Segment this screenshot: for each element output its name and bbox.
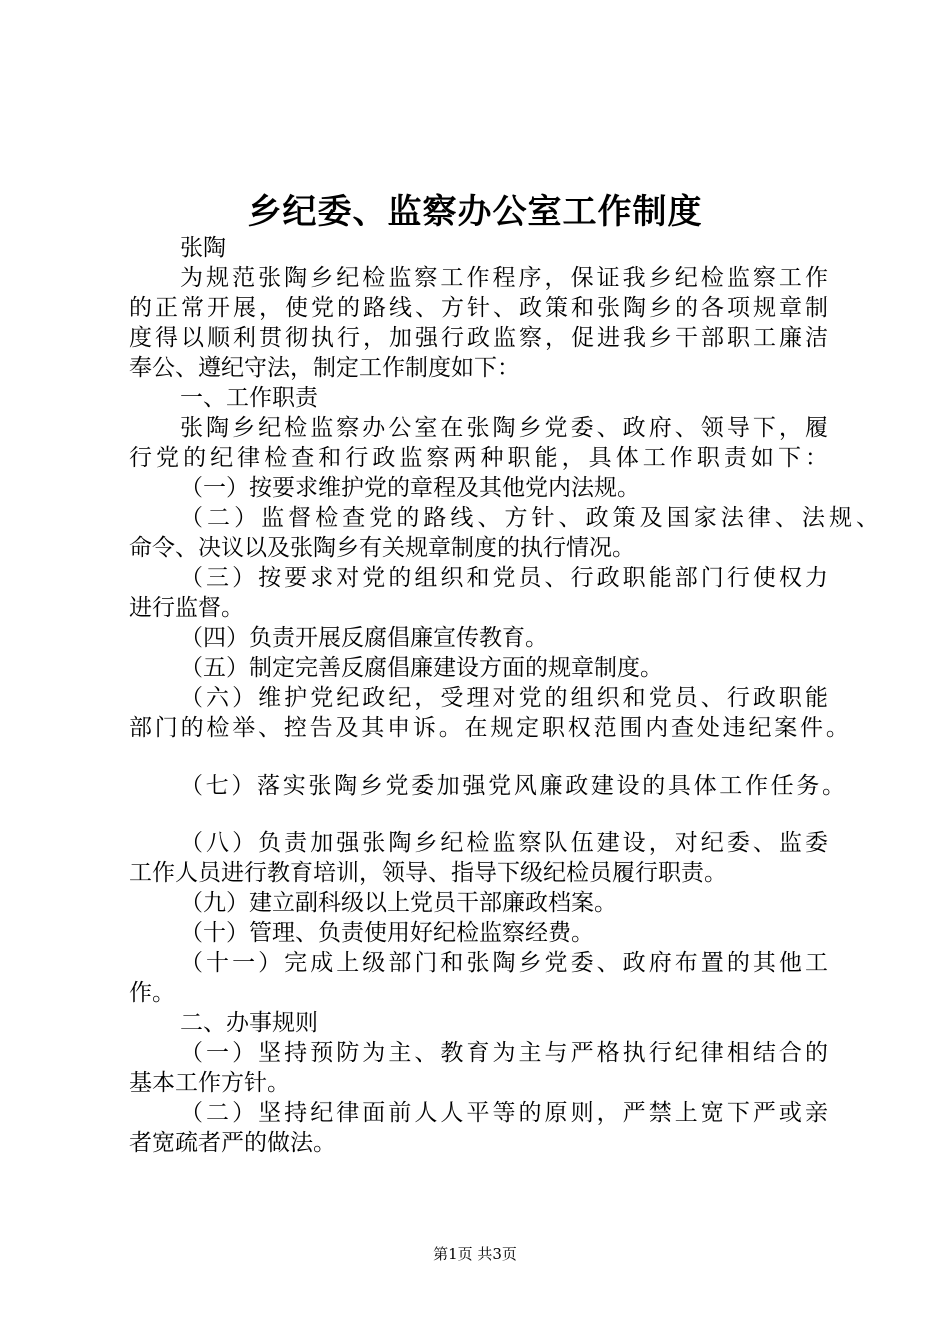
text-line: （十一）完成上级部门和张陶乡党委、政府布置的其他工 — [180, 950, 831, 976]
text-line: （五）制定完善反腐倡廉建设方面的规章制度。 — [180, 655, 663, 681]
text-line: （七）落实张陶乡党委加强党风廉政建设的具体工作任务。 — [180, 773, 848, 799]
page-footer: 第1页 共3页 — [433, 1245, 517, 1263]
text-line: （八）负责加强张陶乡纪检监察队伍建设，对纪委、监委 — [180, 830, 831, 856]
text-line: 的正常开展，使党的路线、方针、政策和张陶乡的各项规章制 — [129, 295, 831, 321]
text-line: 行党的纪律检查和行政监察两种职能，具体工作职责如下： — [129, 445, 833, 471]
text-line: （一）按要求维护党的章程及其他党内法规。 — [180, 475, 640, 501]
text-line: 为规范张陶乡纪检监察工作程序，保证我乡纪检监察工作 — [180, 265, 831, 291]
text-line: 工作人员进行教育培训，领导、指导下级纪检员履行职责。 — [129, 860, 727, 886]
text-line: 者宽疏者严的做法。 — [129, 1130, 336, 1156]
text-line: 进行监督。 — [129, 595, 244, 621]
text-line: （二）坚持纪律面前人人平等的原则，严禁上宽下严或亲 — [180, 1100, 831, 1126]
text-line: 基本工作方针。 — [129, 1070, 290, 1096]
text-line: 张陶乡纪检监察办公室在张陶乡党委、政府、领导下，履 — [180, 415, 831, 441]
text-line: 一、工作职责 — [180, 385, 318, 411]
text-line: 度得以顺利贯彻执行，加强行政监察，促进我乡干部职工廉洁 — [129, 325, 831, 351]
text-line: 部门的检举、控告及其申诉。在规定职权范围内查处违纪案件。 — [129, 715, 852, 741]
text-line: 张陶 — [180, 235, 226, 261]
text-line: 二、办事规则 — [180, 1010, 318, 1036]
text-line: 命令、决议以及张陶乡有关规章制度的执行情况。 — [129, 535, 635, 561]
text-line: 作。 — [129, 980, 175, 1006]
text-line: （三）按要求对党的组织和党员、行政职能部门行使权力 — [180, 565, 831, 591]
text-line: （一）坚持预防为主、教育为主与严格执行纪律相结合的 — [180, 1040, 831, 1066]
text-line: （六）维护党纪政纪，受理对党的组织和党员、行政职能 — [180, 685, 831, 711]
text-line: （九）建立副科级以上党员干部廉政档案。 — [180, 890, 617, 916]
text-line: （四）负责开展反腐倡廉宣传教育。 — [180, 625, 548, 651]
text-line: （十）管理、负责使用好纪检监察经费。 — [180, 920, 594, 946]
text-line: （二）监督检查党的路线、方针、政策及国家法律、法规、 — [180, 505, 884, 531]
document-title: 乡纪委、监察办公室工作制度 — [247, 192, 703, 232]
text-line: 奉公、遵纪守法，制定工作制度如下： — [129, 355, 520, 381]
